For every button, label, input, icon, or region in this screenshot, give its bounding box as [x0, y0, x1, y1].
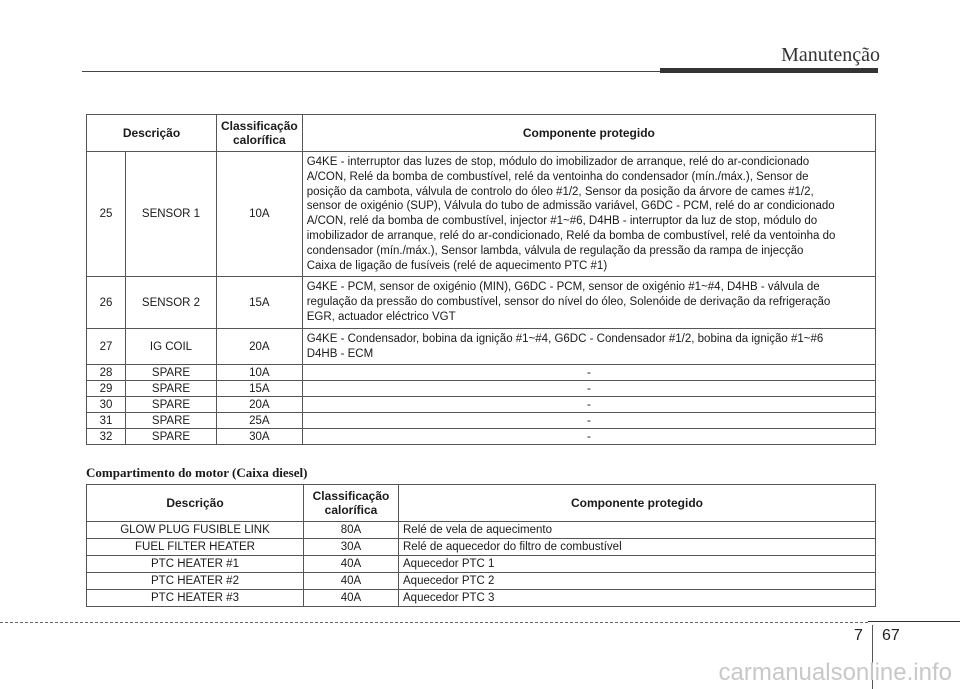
fuse-description: PTC HEATER #2 — [87, 573, 304, 590]
fuse-number: 25 — [87, 152, 126, 277]
table-row — [87, 397, 876, 413]
fuse-rating: 20A — [217, 397, 303, 413]
protected-component: Aquecedor PTC 3 — [399, 590, 876, 607]
fuse-description: IG COIL — [126, 328, 217, 365]
protected-component — [302, 328, 875, 365]
table-row — [87, 573, 876, 590]
fuse-description: SPARE — [126, 365, 217, 381]
fuse-rating: 30A — [217, 429, 303, 445]
fuse-description: SENSOR 2 — [126, 277, 217, 328]
protected-component: - — [302, 397, 875, 413]
fuse-rating: 40A — [304, 556, 399, 573]
col-header-descricao: Descrição — [87, 115, 217, 152]
table-header-row — [87, 115, 876, 152]
fuse-number: 27 — [87, 328, 126, 365]
fuse-number: 29 — [87, 381, 126, 397]
fuse-rating: 30A — [304, 539, 399, 556]
fuse-rating: 40A — [304, 573, 399, 590]
component-line: condensador (mín./máx.), Sensor lambda, válvula de regulação da pressão da rampa de injecção — [306, 244, 804, 257]
component-line: G4KE - PCM, sensor de oxigénio (MIN), G6DC - PCM, sensor de oxigénio #1~#4, D4HB - válvula de — [306, 281, 820, 294]
table-row — [87, 539, 876, 556]
fuse-rating: 10A — [217, 365, 303, 381]
protected-component: Relé de vela de aquecimento — [399, 522, 876, 539]
protected-component: - — [302, 381, 875, 397]
component-line: imobilizador de arranque, relé do ar-condicionado, Relé da bomba de combustível, relé da ventoinha do — [306, 229, 836, 242]
fuse-description: PTC HEATER #3 — [87, 590, 304, 607]
fuse-number: 31 — [87, 413, 126, 429]
protected-component: Aquecedor PTC 1 — [399, 556, 876, 573]
col-header-descricao: Descrição — [87, 485, 304, 522]
fuse-number: 28 — [87, 365, 126, 381]
table-row — [87, 522, 876, 539]
fuse-number: 32 — [87, 429, 126, 445]
fuse-rating: 15A — [217, 277, 303, 328]
protected-component: - — [302, 365, 875, 381]
fuse-description: GLOW PLUG FUSIBLE LINK — [87, 522, 304, 539]
fuse-description: PTC HEATER #1 — [87, 556, 304, 573]
fuse-rating: 80A — [304, 522, 399, 539]
fuse-table-main — [86, 114, 876, 445]
table-row — [87, 556, 876, 573]
col-header-classificacao: Classificação calorífica — [304, 485, 399, 522]
header-rule-accent — [660, 68, 878, 73]
header-rule — [82, 71, 660, 72]
fuse-rating: 40A — [304, 590, 399, 607]
protected-component: Aquecedor PTC 2 — [399, 573, 876, 590]
protected-component — [302, 277, 875, 328]
col-header-componente: Componente protegido — [399, 485, 876, 522]
footer-rule — [0, 622, 868, 623]
fuse-table-diesel — [86, 484, 876, 607]
component-line: G4KE - interruptor das luzes de stop, módulo do imobilizador de arranque, relé do ar-condicionado — [306, 156, 810, 168]
protected-component: - — [302, 413, 875, 429]
fuse-description: SPARE — [126, 429, 217, 445]
table-row — [87, 429, 876, 445]
fuse-rating: 10A — [217, 152, 303, 277]
table-row — [87, 365, 876, 381]
col-header-classificacao: Classificação calorífica — [217, 115, 303, 152]
fuse-number: 30 — [87, 397, 126, 413]
table-row — [87, 328, 876, 365]
page-header-title: Manutenção — [781, 44, 880, 66]
protected-component: - — [302, 429, 875, 445]
fuse-rating: 20A — [217, 328, 303, 365]
component-line: EGR, actuador eléctrico VGT — [306, 310, 456, 323]
component-line: A/CON, relé da bomba de combustível, injector #1~#6, D4HB - interruptor da luz de stop, módulo do — [306, 215, 818, 228]
fuse-description: SENSOR 1 — [126, 152, 217, 277]
footer-rule-accent — [868, 621, 960, 622]
table-row — [87, 413, 876, 429]
table-header-row — [87, 485, 876, 522]
component-line: G4KE - Condensador, bobina da ignição #1~#4, G6DC - Condensador #1/2, bobina da ignição #1~#6 — [306, 332, 824, 345]
table-row — [87, 277, 876, 328]
protected-component — [302, 152, 875, 277]
table-row — [87, 381, 876, 397]
fuse-number: 26 — [87, 277, 126, 328]
section-title: Compartimento do motor (Caixa diesel) — [86, 465, 308, 480]
page-number: 67 — [882, 627, 900, 644]
fuse-rating: 15A — [217, 381, 303, 397]
chapter-number: 7 — [854, 627, 863, 644]
table-row — [87, 590, 876, 607]
fuse-rating: 25A — [217, 413, 303, 429]
component-line: A/CON, Relé da bomba de combustível, relé da ventoinha do condensador (mín./máx.), Sensor de — [306, 170, 809, 183]
component-line: posição da cambota, válvula de controlo do óleo #1/2, Sensor da posição da árvore de cames #1/2, — [306, 185, 814, 198]
component-line: sensor de oxigénio (SUP), Válvula do tubo de admissão variável, G6DC - PCM, relé do ar condicionado — [306, 200, 835, 213]
fuse-description: SPARE — [126, 397, 217, 413]
watermark: carmanualsonline.info — [718, 659, 952, 686]
col-header-componente: Componente protegido — [302, 115, 875, 152]
fuse-description: SPARE — [126, 381, 217, 397]
table-row — [87, 152, 876, 277]
fuse-description: SPARE — [126, 413, 217, 429]
protected-component: Relé de aquecedor do filtro de combustível — [399, 539, 876, 556]
fuse-description: FUEL FILTER HEATER — [87, 539, 304, 556]
component-line: D4HB - ECM — [306, 347, 374, 360]
component-line: regulação da pressão do combustível, sensor do nível do óleo, Solenóide de derivação da refrigeração — [306, 296, 831, 309]
component-line: Caixa de ligação de fusíveis (relé de aquecimento PTC #1) — [306, 259, 608, 272]
